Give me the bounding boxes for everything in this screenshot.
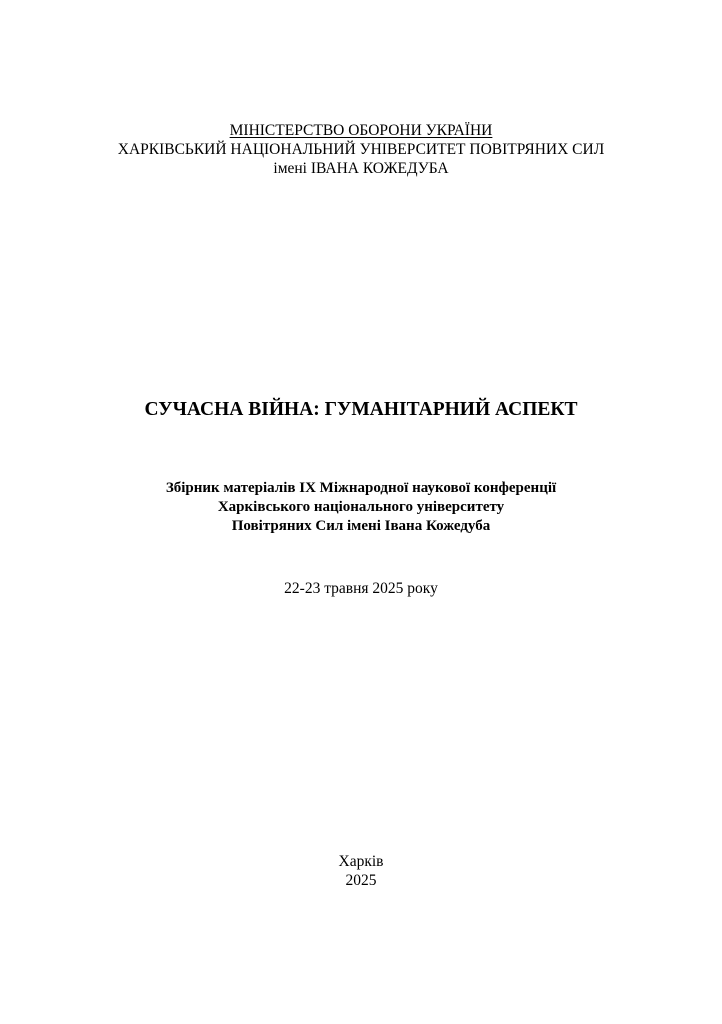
subtitle-line-3: Повітряних Сил імені Івана Кожедуба bbox=[231, 518, 491, 534]
ministry-heading bbox=[0, 121, 722, 140]
subtitle-line-1: Збірник матеріалів IX Міжнародної наукової конференції bbox=[165, 480, 557, 496]
university-name-line: імені ІВАНА КОЖЕДУБА bbox=[273, 160, 449, 177]
publication-year: 2025 bbox=[345, 872, 377, 889]
university-heading: ХАРКІВСЬКИЙ НАЦІОНАЛЬНИЙ УНІВЕРСИТЕТ ПОВІТРЯНИХ СИЛ bbox=[117, 141, 605, 158]
conference-date: 22-23 травня 2025 року bbox=[284, 580, 438, 597]
publication-city: Харків bbox=[338, 853, 384, 870]
ministry-heading-text: МІНІСТЕРСТВО ОБОРОНИ УКРАЇНИ bbox=[229, 122, 493, 139]
subtitle-line-2: Харківського національного університету bbox=[217, 499, 505, 515]
document-title: СУЧАСНА ВІЙНА: ГУМАНІТАРНИЙ АСПЕКТ bbox=[144, 399, 578, 420]
